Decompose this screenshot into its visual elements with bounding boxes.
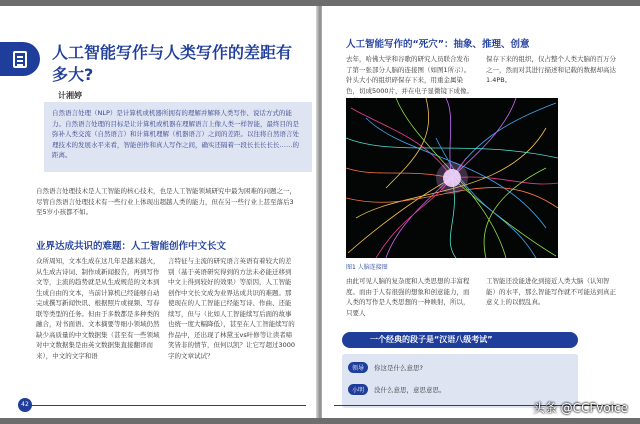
article-title: 人工智能写作与人类写作的差距有多大? [52, 43, 293, 84]
quote-banner: 一个经典的段子是“汉语八级考试” [342, 332, 578, 348]
dialogue-line [348, 362, 423, 373]
footer-rule [26, 405, 306, 406]
page-number: 42 [18, 398, 32, 412]
right-page [322, 6, 640, 418]
speaker-tag: 领导 [348, 362, 368, 373]
document-icon [13, 51, 27, 68]
speaker-tag: 小明 [348, 384, 368, 395]
right-section-heading: 人工智能写作的“死穴”：抽象、推理、创意 [346, 39, 530, 50]
body-column-2: 言特征与主流的研究语言英语有着较大的差别（基于英语研究得到的方法未必能迁移到中文上得到较好的效果）等原因，人工智能创作中文长文成为业界达成共识的难题。那使现在的人工智能已经能写诗、作曲、还能续写，但与（比如人工智能续写后面的故事也统一度大幅降低），甚至在人工智能续写的作品中，还出现了林黛玉vs叶修等让读者啼笑皆非的情节，但何以凯？让它写超过3000字的文章试试？ [168, 257, 296, 360]
brain-connectome-image [346, 98, 558, 258]
intro-paragraph: 自然语言处理技术是人工智能的核心技术，也是人工智能领域研究中最为困难的问题之一，尽管自然语言处理技术有一些行业上体现出超越人类的能力，但在另一些行业上甚至落后3至5岁小孩都不如。 [36, 187, 296, 216]
right-column-2: 保存下来的组织，仅占整个人类大脑的百万分之一，然而对其进行描述和记载的数据却高达1.4PB。 [486, 55, 616, 84]
right-lower-column-2: 工智能还没能进化到接近人类大脑（认知智能）的水平，那么智能写作就不可能达到真正意义上的以假乱真。 [486, 277, 616, 306]
neuron-illustration [346, 98, 558, 258]
dialogue-text: 你这是什么意思? [374, 364, 423, 372]
right-lower-column-1: 由此可见人脑的复杂度和人类思想的丰富程度。而由于人有很强的想象和创意能力，而人类的写作是人类思想的一种映射，所以，只要人 [346, 277, 470, 317]
abstract-text: 自然语言处理（NLP）是计算机或机器所拥有的理解并解释人类写作、说话方式的能力。自然语言处理的目标是让计算机或机器在理解语言上像人类一样智能，最终目的是弥补人类交流（自然语言）和计算机理解（机器语言）之间的差距。以往将自然语言处理技术的发展水平来看，智能创作和真人写作之间，确实还隔着一段长长长长长……的距离。 [52, 109, 299, 159]
dialogue-line [348, 384, 446, 395]
figure-caption: 图1 人脑连接图 [346, 264, 388, 271]
abstract-box [44, 102, 312, 172]
author-name: 计湘婷 [58, 91, 82, 100]
section-badge [0, 42, 40, 76]
section-heading: 业界达成共识的难题：人工智能创作中文长文 [36, 241, 227, 252]
body-column-1: 众所周知，文本生成在这几年是越来越火，从生成古诗词、制作成新闻报告，再到写作文等，主流的趋势就是从生成规范的文本到生成自由的文本，当前计算机已经能够自动完成撰写新闻快讯、根据照片或视频、写春联等类型的任务。但由于多数都是多种类的融合，对书面语、文本摘要等细小领域仍然缺少高质量的中文数据集（甚至有一些领域对中文数据集是由英文数据集直接翻译而来），中文的文字和语 [36, 257, 160, 360]
right-column-1: 去年，哈佛大学和谷歌的研究人员联合发布了第一张部分人脑的连接图（如图1所示）。针头大小的组织碎保存下来，用重金属染色，切成5000片，并在电子显微镜下成像。 [346, 55, 474, 95]
watermark: 头条 @CCFvoice [532, 401, 628, 415]
dialogue-text: 没什么意思，意思意思。 [374, 386, 446, 394]
left-page [0, 6, 318, 418]
